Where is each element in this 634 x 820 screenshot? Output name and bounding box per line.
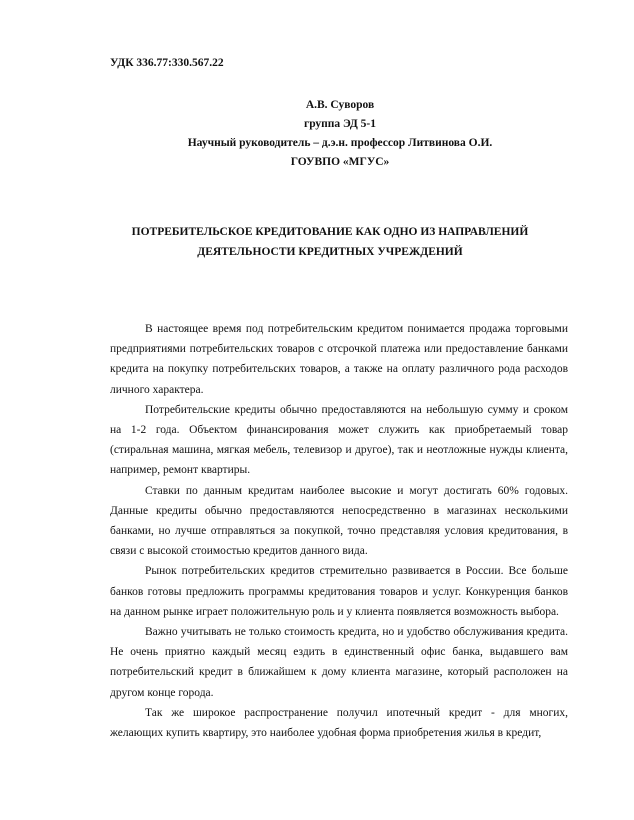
title-line-1: ПОТРЕБИТЕЛЬСКОЕ КРЕДИТОВАНИЕ КАК ОДНО ИЗ НАПРАВЛЕНИЙ xyxy=(131,226,529,238)
author-block xyxy=(110,96,570,172)
paragraph: Ставки по данным кредитам наиболее высокие и могут достигать 60% годовых. Данные кредиты обычно предоставляются непосредственно в магазинах несколькими банками, но лучше отправляться за покупкой, точно представляя условия кредитования, в связи с высокой стоимостью кредитов данного вида. xyxy=(110,484,568,558)
paragraph: Так же широкое распространение получил ипотечный кредит - для многих, желающих купить квартиру, это наиболее удобная форма приобретения жилья в кредит, xyxy=(110,706,568,740)
article-body xyxy=(110,319,568,743)
article-title xyxy=(95,222,565,262)
paragraph: Рынок потребительских кредитов стремительно развивается в России. Все больше банков готовы предложить программы кредитования товаров и услуг. Конкуренция банков на данном рынке играет положительную роль и у клиента появляется возможность выбора. xyxy=(110,565,568,618)
paragraph: В настоящее время под потребительским кредитом понимается продажа торговыми предприятиями потребительских товаров с отсрочкой платежа или предоставление банками кредита на покупку потребительских товаров, а также на оплату различного рода расходов личного характера. xyxy=(110,323,568,396)
author-name: А.В. Суворов xyxy=(305,99,375,111)
paragraph: Потребительские кредиты обычно предоставляются на небольшую сумму и сроком на 1-2 года. Объектом финансирования может служить как приобретаемый товар (стиральная машина, мягкая мебель, телевизор и другое), так и неотложные нужды клиента, например, ремонт квартиры. xyxy=(110,403,568,477)
institution: ГОУВПО «МГУС» xyxy=(290,156,390,168)
paragraph: Важно учитывать не только стоимость кредита, но и удобство обслуживания кредита. Не очень приятно каждый месяц ездить в единственный офис банка, выдавшего вам потребительский кредит в ближайшем к дому клиента магазине, который расположен на другом конце города. xyxy=(110,626,568,699)
udc-code: УДК 336.77:330.567.22 xyxy=(110,57,224,69)
scientific-advisor: Научный руководитель – д.э.н. профессор Литвинова О.И. xyxy=(187,137,493,149)
title-line-2: ДЕЯТЕЛЬНОСТИ КРЕДИТНЫХ УЧРЕЖДЕНИЙ xyxy=(197,246,463,258)
author-group: группа ЭД 5-1 xyxy=(303,118,377,130)
